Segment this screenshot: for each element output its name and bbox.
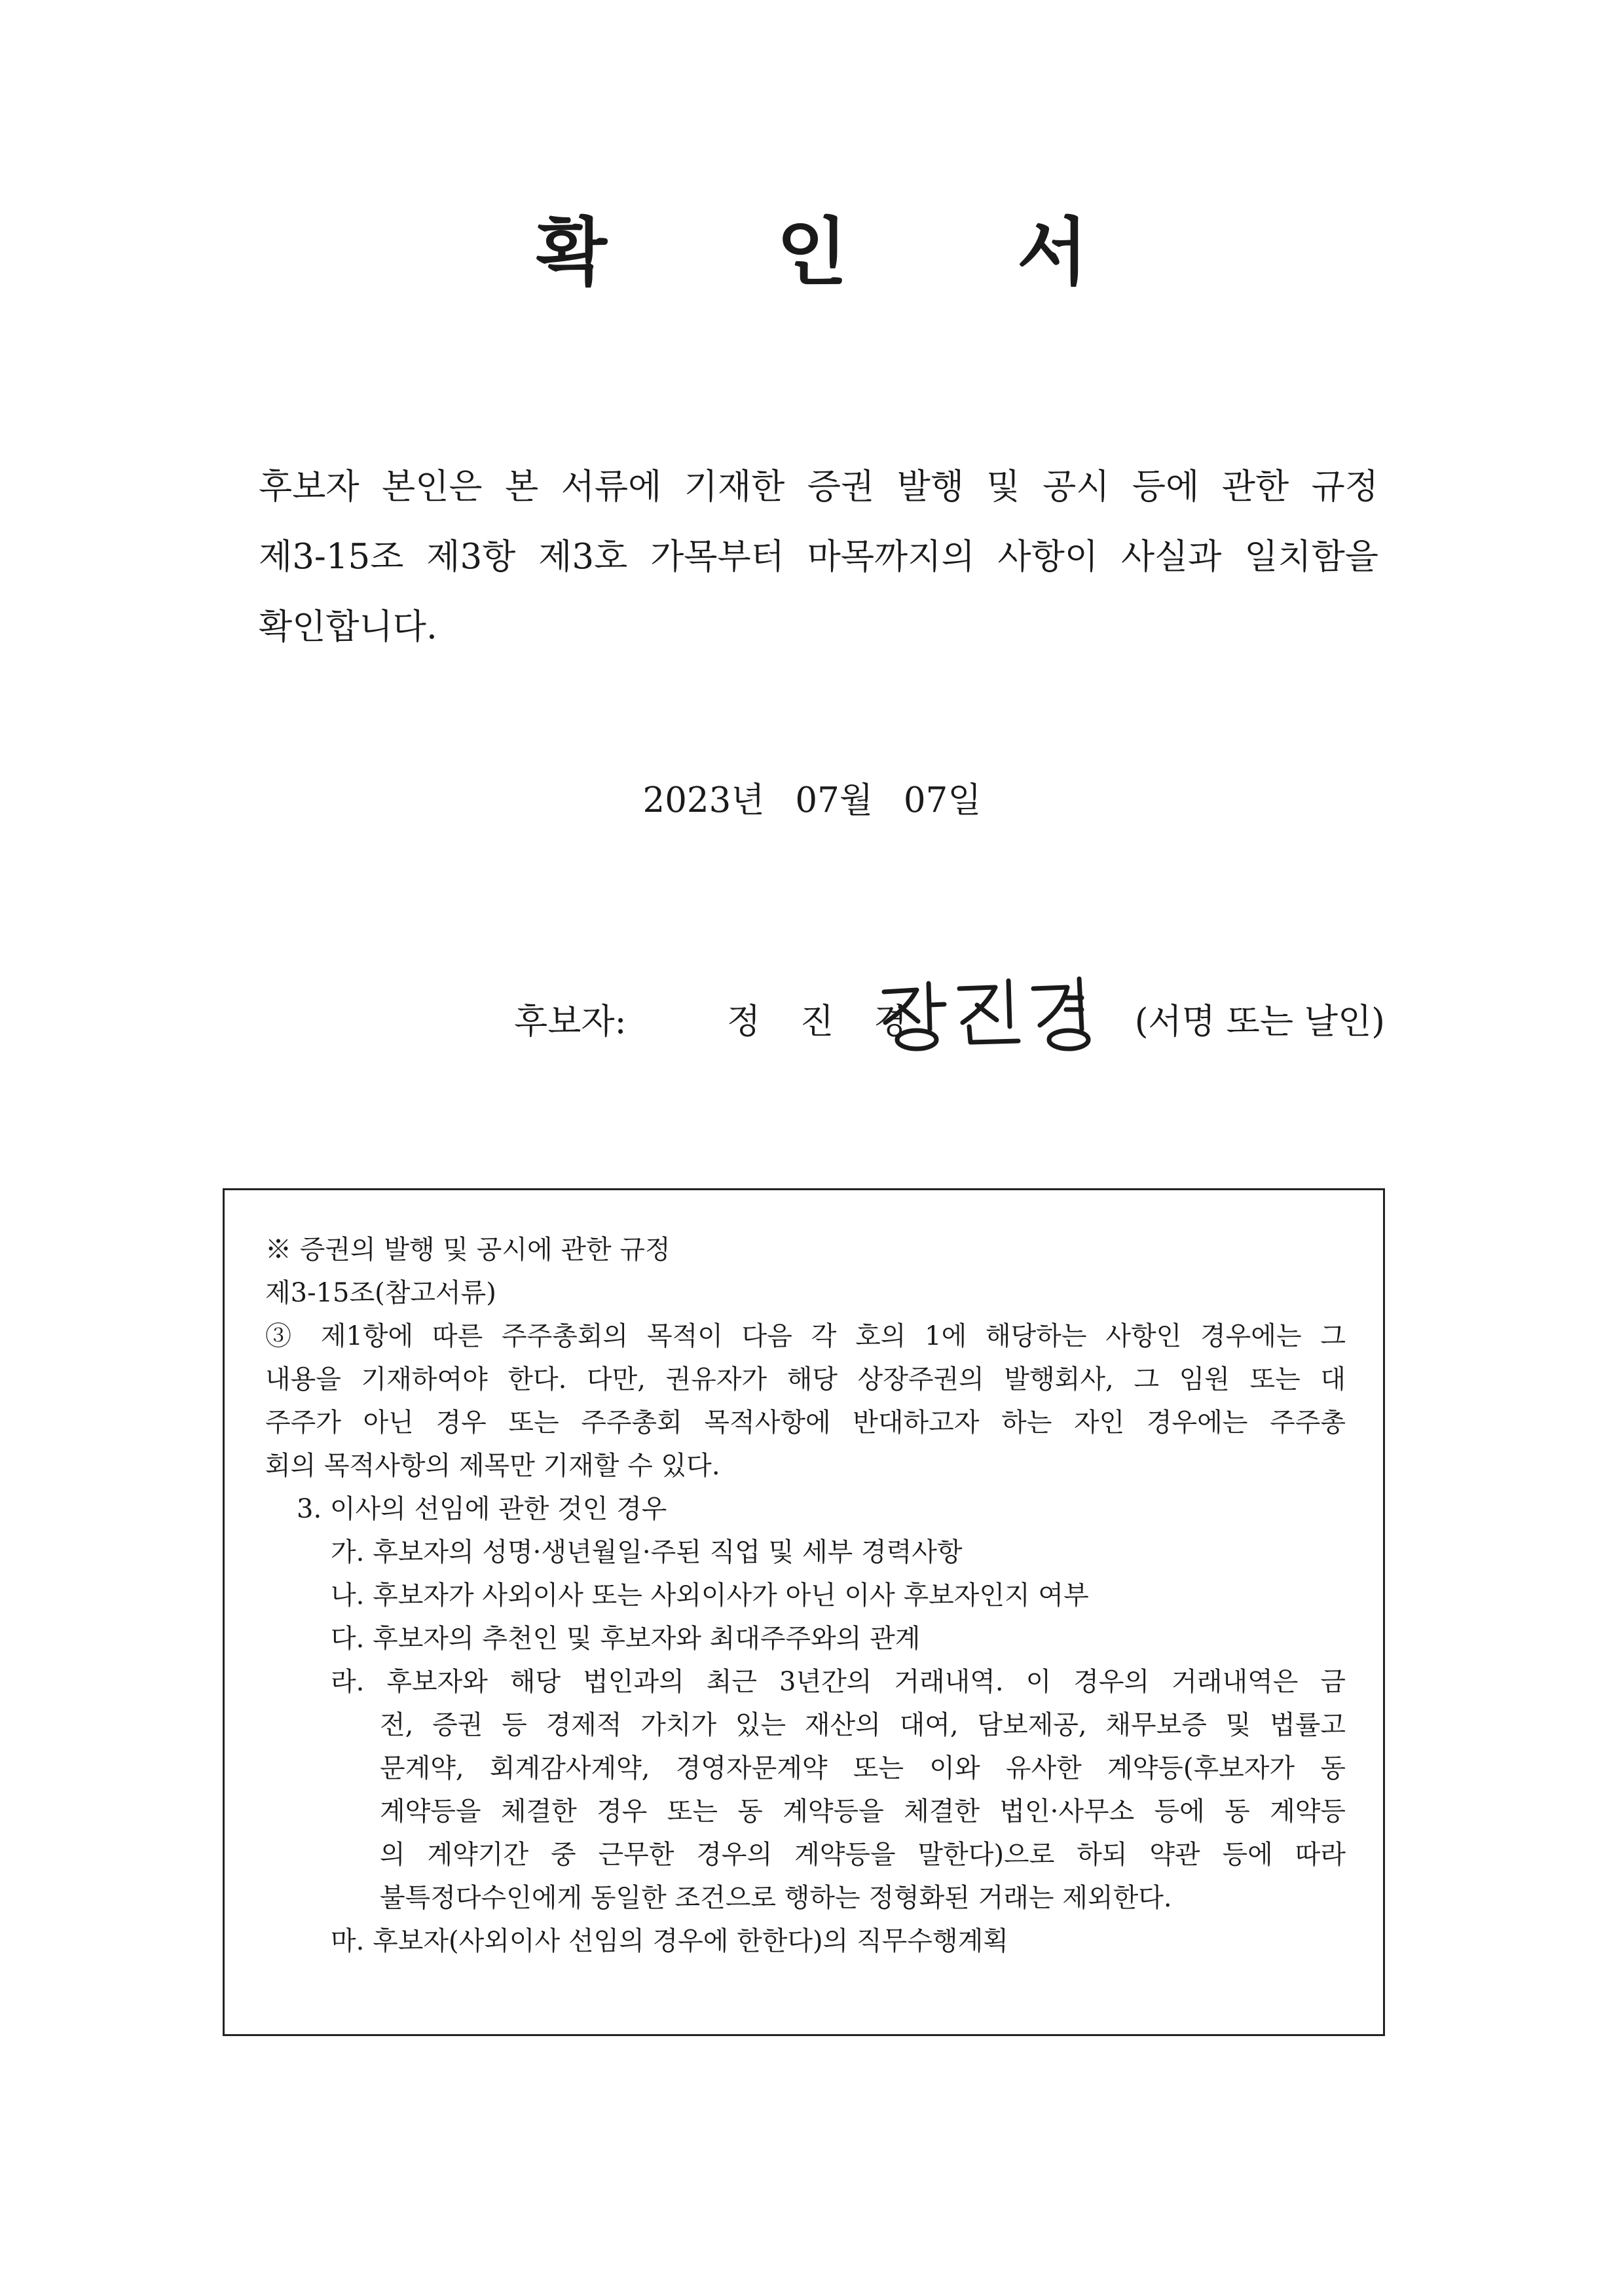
paragraph-line: 확인합니다. [259, 607, 437, 647]
sign-note: (서명 또는 날인) [1134, 1002, 1385, 1042]
signer-row [514, 975, 1385, 1054]
clause-line: 회의 목적사항의 제목만 기재할 수 있다. [265, 1451, 720, 1481]
document-date: 2023년 07월 07일 [642, 780, 982, 820]
item-ra: 라. 후보자와 해당 법인과의 최근 3년간의 거래내역. 이 경우의 거래내역은 금 [331, 1667, 1346, 1697]
clause-line: 주주가 아닌 경우 또는 주주총회 목적사항에 반대하고자 하는 자인 경우에는 주주총 [265, 1408, 1346, 1438]
confirmation-paragraph [259, 452, 1378, 662]
item-na: 나. 후보자가 사외이사 또는 사외이사가 아닌 이사 후보자인지 여부 [331, 1580, 1089, 1611]
item-da: 다. 후보자의 추천인 및 후보자와 최대주주와의 관계 [331, 1624, 921, 1654]
handwritten-signature [871, 969, 1120, 1054]
item-ra-continuation: 의 계약기간 중 근무한 경우의 계약등을 말한다)으로 하되 약관 등에 따라 [380, 1840, 1346, 1870]
item-ra-continuation: 불특정다수인에게 동일한 조건으로 행하는 정형화된 거래는 제외한다. [380, 1883, 1172, 1913]
clause-line: 내용을 기재하여야 한다. 다만, 권유자가 해당 상장주권의 발행회사, 그 임원 또는 대 [265, 1364, 1346, 1394]
item-ra-continuation: 전, 증권 등 경제적 가치가 있는 재산의 대여, 담보제공, 채무보증 및 법률고 [380, 1710, 1346, 1740]
document-title: 확 인 서 [536, 210, 1160, 295]
reference-heading: ※ 증권의 발행 및 공시에 관한 규정 [265, 1235, 671, 1265]
signer-label: 후보자: [514, 1002, 627, 1042]
item-ra-continuation: 문계약, 회계감사계약, 경영자문계약 또는 이와 유사한 계약등(후보자가 동 [380, 1753, 1346, 1783]
regulation-reference-box [223, 1188, 1385, 2036]
item-3: 3. 이사의 선임에 관한 것인 경우 [297, 1494, 667, 1524]
signer-name: 정 진 경 [727, 1002, 922, 1042]
item-ra-continuation: 계약등을 체결한 경우 또는 동 계약등을 체결한 법인·사무소 등에 동 계약등 [380, 1796, 1346, 1827]
regulation-reference-text [265, 1228, 1346, 1963]
reference-article: 제3-15조(참고서류) [265, 1278, 496, 1308]
item-ga: 가. 후보자의 성명·생년월일·주된 직업 및 세부 경력사항 [331, 1537, 963, 1567]
paragraph-line: 후보자 본인은 본 서류에 기재한 증권 발행 및 공시 등에 관한 규정 [259, 467, 1378, 507]
item-ma: 마. 후보자(사외이사 선임의 경우에 한한다)의 직무수행계획 [331, 1926, 1008, 1956]
clause-line: ③ 제1항에 따른 주주총회의 목적이 다음 각 호의 1에 해당하는 사항인 경우에는 그 [265, 1321, 1346, 1351]
paragraph-line: 제3-15조 제3항 제3호 가목부터 마목까지의 사항이 사실과 일치함을 [259, 537, 1378, 577]
